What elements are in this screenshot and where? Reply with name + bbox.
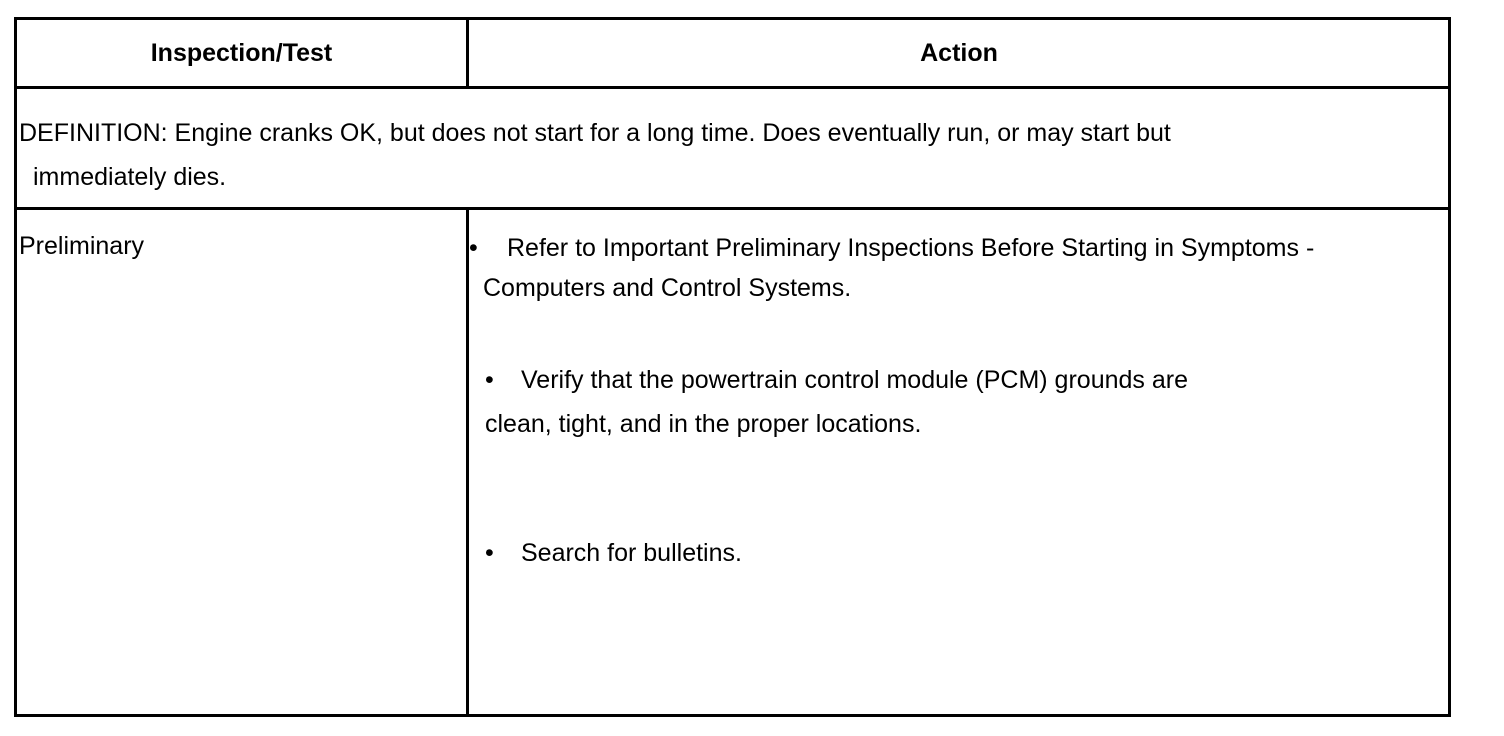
row-label-preliminary: Preliminary bbox=[19, 232, 145, 260]
definition-row bbox=[17, 89, 1448, 210]
bullet-text-line-1: Verify that the powertrain control module (PCM) grounds are bbox=[521, 366, 1188, 394]
action-bullet-2 bbox=[485, 358, 1405, 446]
bullet-marker: • bbox=[485, 539, 494, 567]
bullet-text-line-2: Computers and Control Systems. bbox=[483, 274, 852, 302]
inspection-table bbox=[14, 17, 1451, 717]
bullet-text-line-1: Refer to Important Preliminary Inspections Before Starting in Symptoms - bbox=[507, 234, 1315, 262]
table-header-row bbox=[17, 20, 1448, 89]
action-bullet-1 bbox=[469, 228, 1429, 308]
bullet-marker: • bbox=[485, 366, 494, 394]
definition-line-1: DEFINITION: Engine cranks OK, but does not start for a long time. Does eventually run, or may start but bbox=[19, 119, 1171, 147]
action-bullet-3 bbox=[485, 533, 1405, 573]
definition-text bbox=[19, 111, 1379, 199]
table-row bbox=[17, 210, 1448, 714]
bullet-text-line-1: Search for bulletins. bbox=[521, 539, 742, 567]
header-inspection-test: Inspection/Test bbox=[150, 38, 333, 67]
header-action: Action bbox=[920, 38, 998, 67]
bullet-text-line-2: clean, tight, and in the proper locations. bbox=[485, 410, 922, 438]
bullet-marker: • bbox=[469, 234, 478, 262]
definition-line-2: immediately dies. bbox=[33, 163, 227, 191]
